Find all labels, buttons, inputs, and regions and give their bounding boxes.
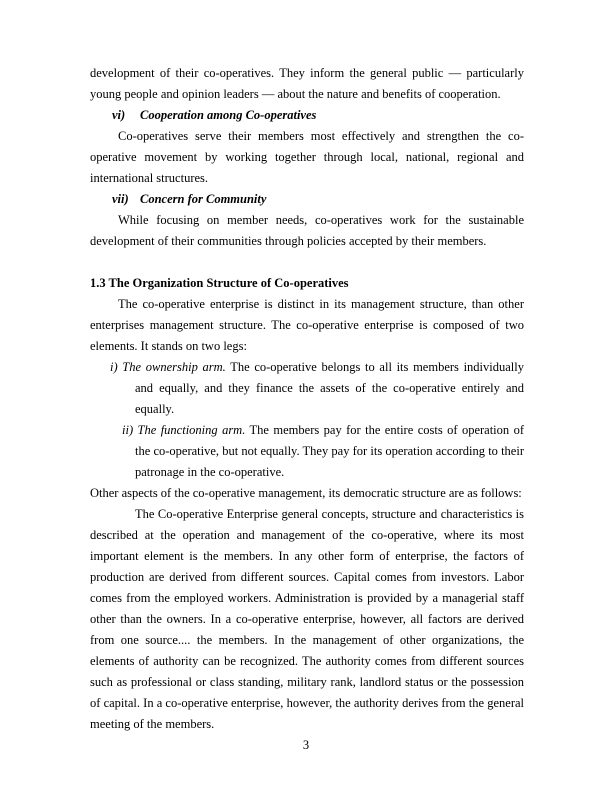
heading-vii-title: Concern for Community — [140, 192, 267, 206]
heading-vii-label: vii) — [112, 192, 129, 206]
paragraph-concern-for-community: While focusing on member needs, co-operatives work for the sustainable development of their communities through policies accepted by their members. — [90, 213, 524, 248]
paragraph-other-aspects: Other aspects of the co-operative management, its democratic structure are as follows: — [90, 486, 522, 500]
list-item-functioning-arm — [90, 420, 524, 483]
paragraph-section-intro: The co-operative enterprise is distinct in its management structure, than other enterprises management structure. The co-operative enterprise is composed of two elements. It stands on two legs: — [90, 297, 524, 353]
document-content — [90, 63, 524, 735]
paragraph-enterprise-concepts: The Co-operative Enterprise general concepts, structure and characteristics is described at the operation and management of the co-operative, where its most important element is the members. In any other form of enterprise, the factors of production are derived from different sources. Capital comes from investors. Labor comes from the employed workers. Administration is provided by a managerial staff other than the owners. In a co-operative enterprise, however, all factors are derived from one source.... the members. In the management of other organizations, the elements of authority can be recognized. The authority comes from different sources such as professional or class standing, military rank, landlord status or the possession of capital. In a co-operative enterprise, however, the authority derives from the general meeting of the members. — [90, 507, 524, 731]
section-heading-1-3: 1.3 The Organization Structure of Co-operatives — [90, 276, 349, 290]
paragraph-intro: development of their co-operatives. They inform the general public — particularly young people and opinion leaders — about the nature and benefits of cooperation. — [90, 66, 524, 101]
heading-vi-label: vi) — [112, 108, 126, 122]
heading-vi — [90, 105, 524, 126]
list-item-ownership-arm-rest: The co-operative belongs to all its members individually and equally, and they finance the assets of the co-operative entirely and equally. — [135, 360, 524, 416]
list-item-ownership-arm — [90, 357, 524, 420]
page-number: 3 — [302, 738, 310, 752]
list-item-functioning-arm-lead: ii) The functioning arm. — [122, 423, 246, 437]
heading-vii — [90, 189, 524, 210]
paragraph-cooperation-among-cooperatives: Co-operatives serve their members most effectively and strengthen the co-operative movement by working together through local, national, regional and international structures. — [90, 129, 524, 185]
list-item-functioning-arm-rest: The members pay for the entire costs of operation of the co-operative, but not equally. They pay for its operation according to their patronage in the co-operative. — [135, 423, 524, 479]
list-item-ownership-arm-lead: i) The ownership arm. — [110, 360, 226, 374]
heading-vi-title: Cooperation among Co-operatives — [140, 108, 317, 122]
